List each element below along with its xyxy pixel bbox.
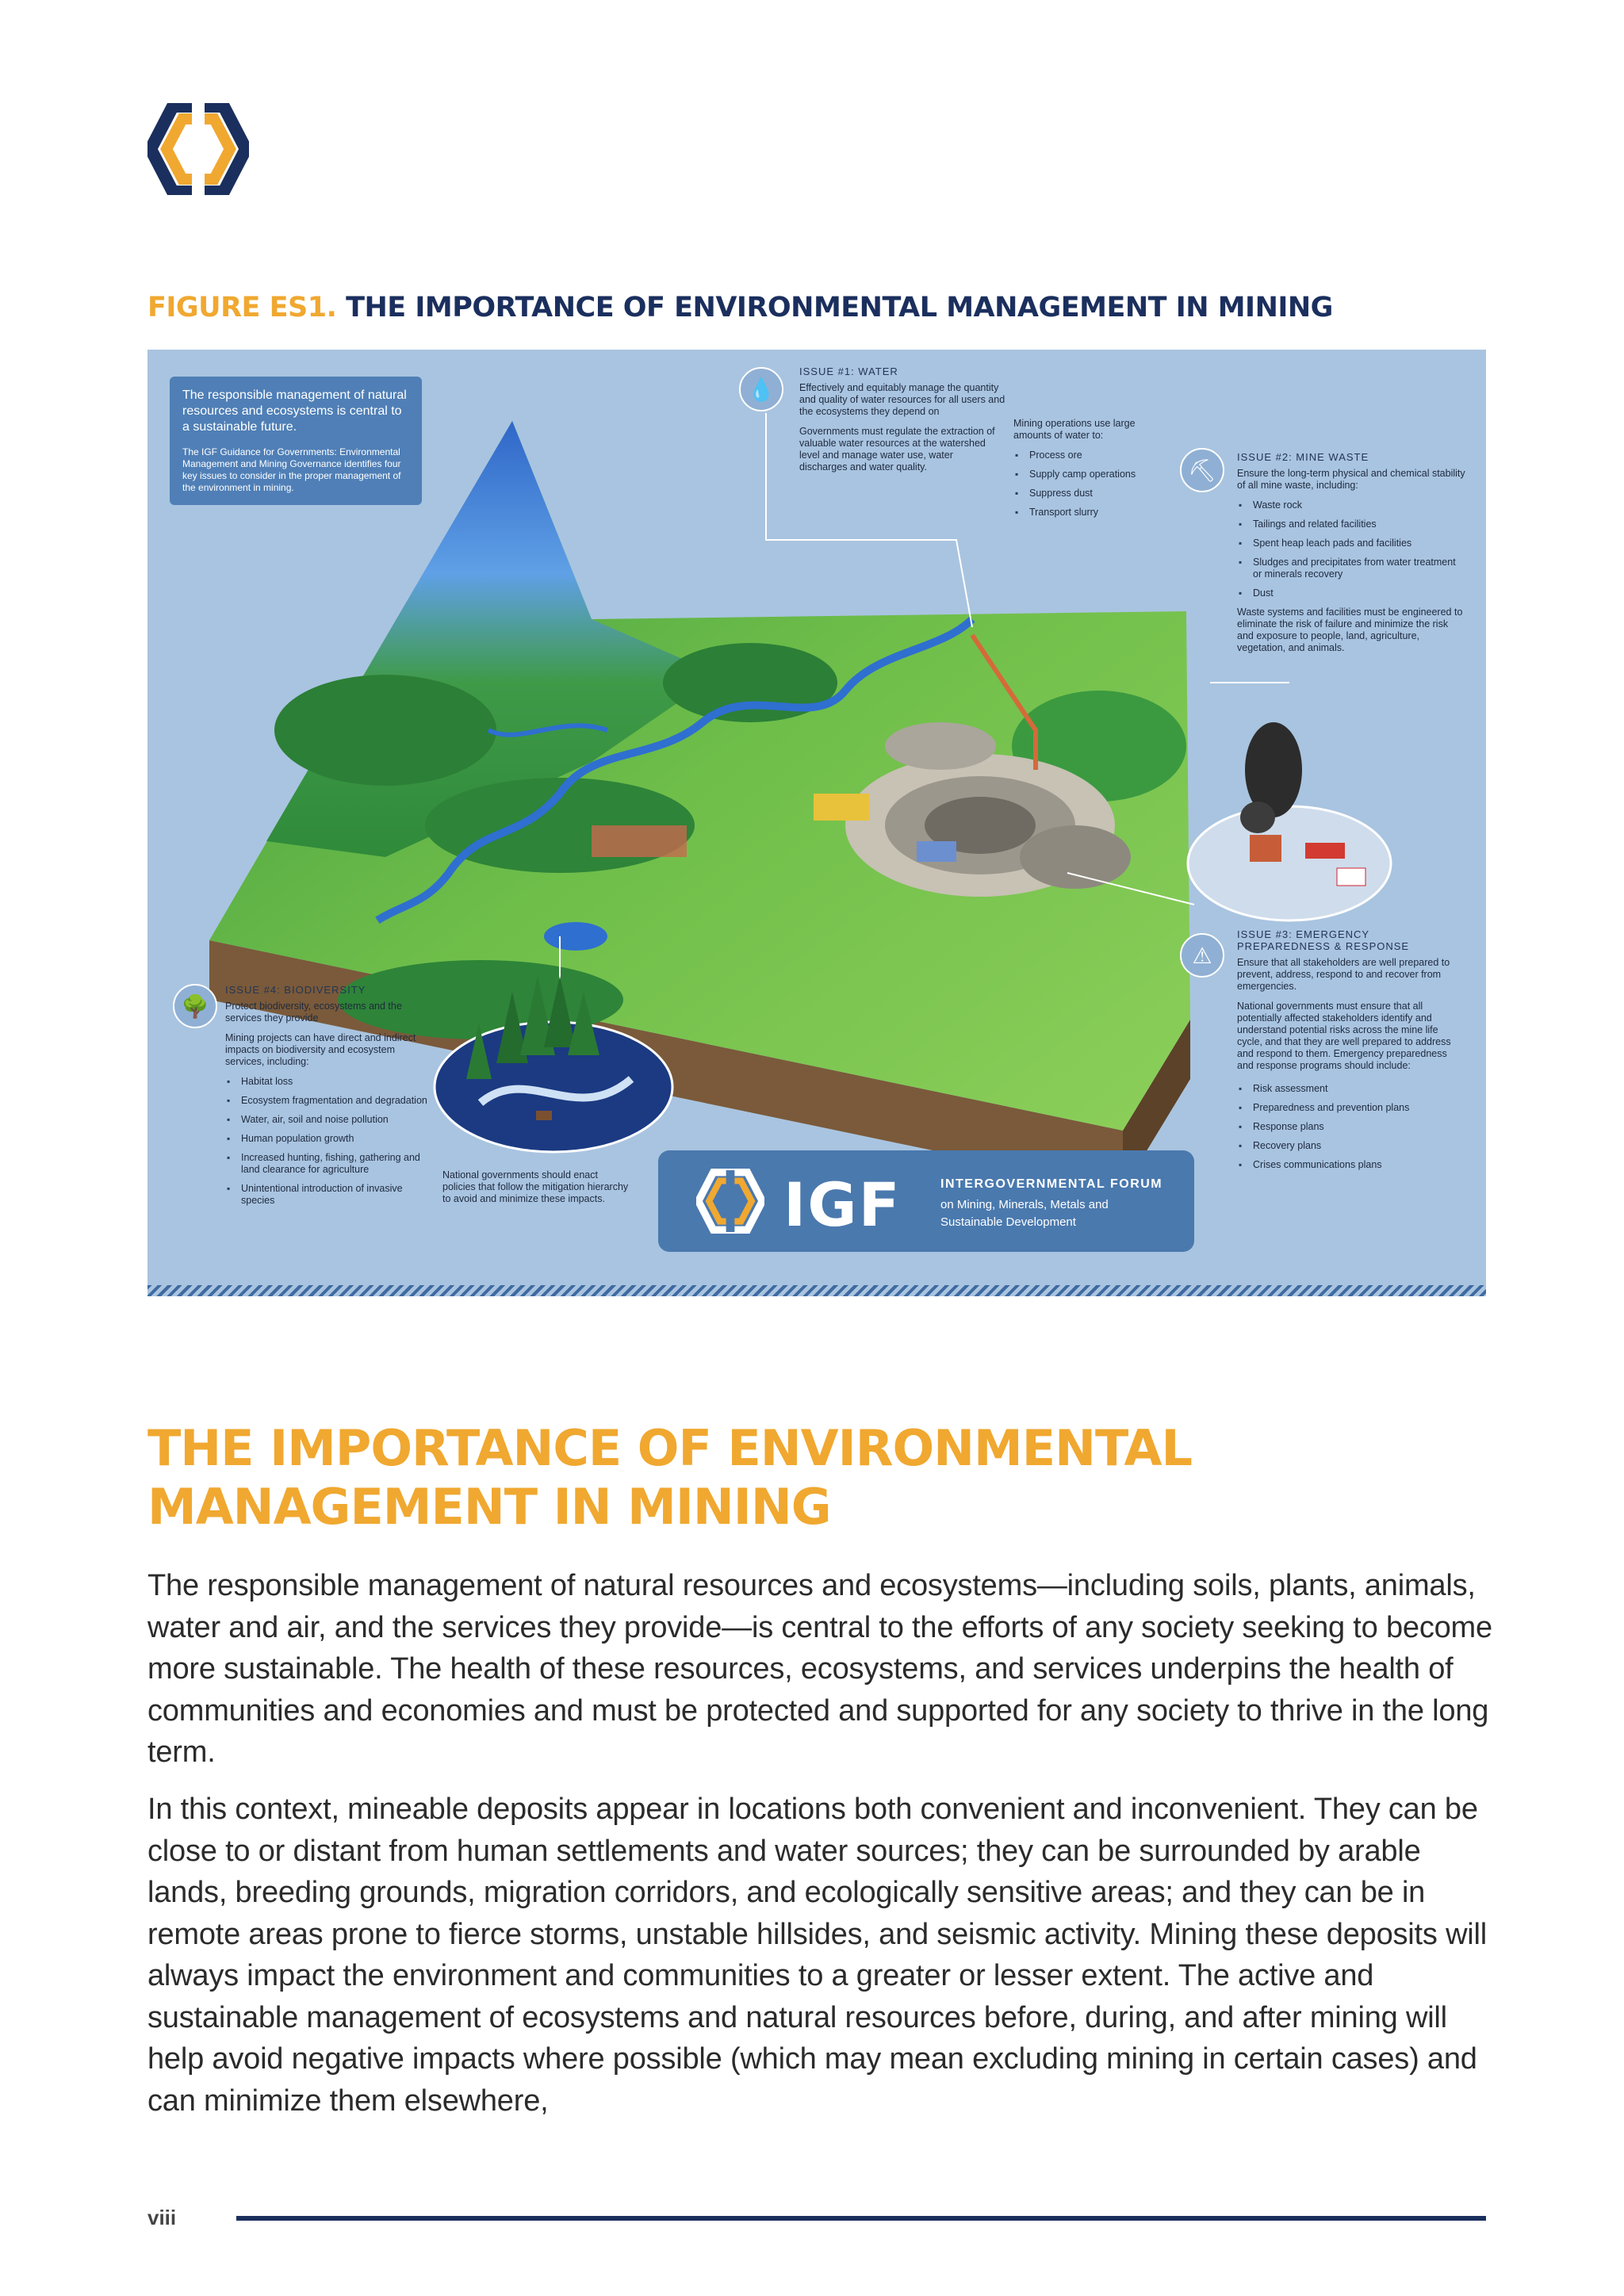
water-drop-icon: 💧 [739, 367, 783, 411]
water-use-item: ▪ Suppress dust [1013, 488, 1172, 499]
issue-emergency-text2: National governments must ensure that all potentially affected stakeholders identify and understand potential risks across the mine life cycle, and that they are well prepared to address and respond to them. Emergency preparedness and response programs should include: [1237, 1001, 1451, 1071]
issue-biodiversity-text2: Mining projects can have direct and indirect impacts on biodiversity and ecosystem services, including: [225, 1032, 416, 1067]
paragraph: In this context, mineable deposits appear in locations both convenient and inconvenient. They can be close to or distant from human settlements and water sources; they can be surrounded by arable lands, breeding grounds, migration corridors, and ecologically sensitive areas; and they can be in remote areas prone to fierce storms, unstable hillsides, and seismic activity. Mining these deposits will always impact the environment and communities to a greater or lesser extent. The active and sustainable management of ecosystems and natural resources before, during, and after mining will help avoid negative impacts where possible (which may mean excluding mining in certain cases) and can minimize them elsewhere, [147, 1793, 1488, 2118]
igf-subtitle [940, 1196, 1109, 1231]
igf-logo [696, 1168, 764, 1234]
igf-subtitle-line: on Mining, Minerals, Metals and [940, 1198, 1109, 1211]
igf-short-name: IGF [783, 1169, 902, 1240]
water-use-item: ▪ Process ore [1013, 450, 1172, 461]
intro-main: The responsible management of natural resources and ecosystems is central to a sustainable future. [182, 388, 407, 434]
biodiversity-item: ▪ Habitat loss [225, 1076, 431, 1088]
issue-emergency-title: ISSUE #3: EMERGENCY PREPAREDNESS & RESPONSE [1237, 928, 1410, 952]
water-use-item: ▪ Transport slurry [1013, 507, 1172, 519]
biodiversity-note-text: National governments should enact policies that follow the mitigation hierarchy to avoid and minimize these impacts. [442, 1169, 629, 1204]
water-uses-intro: Mining operations use large amounts of water to: [1013, 418, 1136, 441]
waste-item: ▪ Dust [1237, 587, 1467, 599]
figure-title: THE IMPORTANCE OF ENVIRONMENTAL MANAGEMENT IN MINING [346, 292, 1333, 323]
paragraph: The responsible management of natural resources and ecosystems—including soils, plants, animals, water and air, and the services they provide—is central to the efforts of any society seeking to become more sustainable. The health of these resources, ecosystems, and services underpins the health of communities and economies and must be protected and supported for any society to thrive in the long term. [147, 1569, 1492, 1769]
water-use-item: ▪ Supply camp operations [1013, 469, 1172, 480]
infographic [147, 350, 1486, 1296]
water-uses [1013, 418, 1172, 526]
waste-item: ▪ Waste rock [1237, 499, 1467, 511]
biodiversity-item: ▪ Unintentional introduction of invasive species [225, 1183, 431, 1207]
emergency-item: ▪ Response plans [1237, 1121, 1459, 1133]
issue-emergency [1237, 928, 1459, 1178]
issue-emergency-text1: Ensure that all stakeholders are well prepared to prevent, address, respond to and recover from emergencies. [1237, 957, 1450, 992]
igf-subtitle-line: Sustainable Development [940, 1215, 1076, 1229]
issue-biodiversity-text1: Protect biodiversity, ecosystems and the services they provide [225, 1001, 402, 1024]
issue-waste-text1: Ensure the long-term physical and chemical stability of all mine waste, including: [1237, 468, 1465, 491]
page-number: viii [147, 2206, 177, 2229]
issue-waste-text2: Waste systems and facilities must be engineered to eliminate the risk of failure and minimize the risk and exposure to people, land, agriculture, vegetation, and animals. [1237, 607, 1463, 653]
figure-bottom-stripe [147, 1285, 1486, 1296]
waste-item: ▪ Spent heap leach pads and facilities [1237, 538, 1467, 549]
issue-mine-waste [1237, 451, 1467, 662]
issue-water-title: ISSUE #1: WATER [799, 365, 898, 377]
igf-forum-line: INTERGOVERNMENTAL FORUM [940, 1177, 1163, 1191]
issue-biodiversity [225, 984, 431, 1214]
igf-logo [147, 103, 249, 195]
footer-rule [236, 2216, 1486, 2221]
figure-caption [147, 292, 1333, 323]
tree-icon: 🌳 [173, 984, 217, 1028]
emergency-item: ▪ Preparedness and prevention plans [1237, 1102, 1459, 1114]
emergency-item: ▪ Crises communications plans [1237, 1159, 1459, 1171]
igf-banner [658, 1150, 1194, 1252]
biodiversity-item: ▪ Human population growth [225, 1133, 431, 1145]
waste-item: ▪ Tailings and related facilities [1237, 519, 1467, 530]
intro-box [170, 377, 422, 505]
biodiversity-item: ▪ Ecosystem fragmentation and degradation [225, 1095, 431, 1107]
issue-water-text1: Effectively and equitably manage the quantity and quality of water resources for all users and the ecosystems they depend on [799, 382, 1005, 417]
emergency-item: ▪ Recovery plans [1237, 1140, 1459, 1152]
issue-waste-title: ISSUE #2: MINE WASTE [1237, 451, 1369, 463]
issue-biodiversity-title: ISSUE #4: BIODIVERSITY [225, 984, 366, 996]
intro-note: The IGF Guidance for Governments: Environmental Management and Mining Governance identifies four key issues to consider in the proper management of the environment in mining. [182, 446, 401, 493]
waste-item: ▪ Sludges and precipitates from water treatment or minerals recovery [1237, 557, 1467, 580]
biodiversity-item: ▪ Increased hunting, fishing, gathering and land clearance for agriculture [225, 1152, 431, 1176]
issue-water-text2: Governments must regulate the extraction of valuable water resources at the watershed level and manage water use, water discharges and water quality. [799, 426, 995, 473]
biodiversity-item: ▪ Water, air, soil and noise pollution [225, 1114, 431, 1126]
warning-triangle-icon: ⚠ [1180, 933, 1224, 978]
figure-number: FIGURE ES1. [147, 292, 337, 323]
emergency-item: ▪ Risk assessment [1237, 1083, 1459, 1095]
mine-cart-icon: ⛏ [1180, 448, 1224, 492]
issue-water [799, 365, 1013, 481]
biodiversity-note [442, 1169, 633, 1213]
section-heading: THE IMPORTANCE OF ENVIRONMENTAL MANAGEMENT IN MINING [147, 1419, 1192, 1536]
